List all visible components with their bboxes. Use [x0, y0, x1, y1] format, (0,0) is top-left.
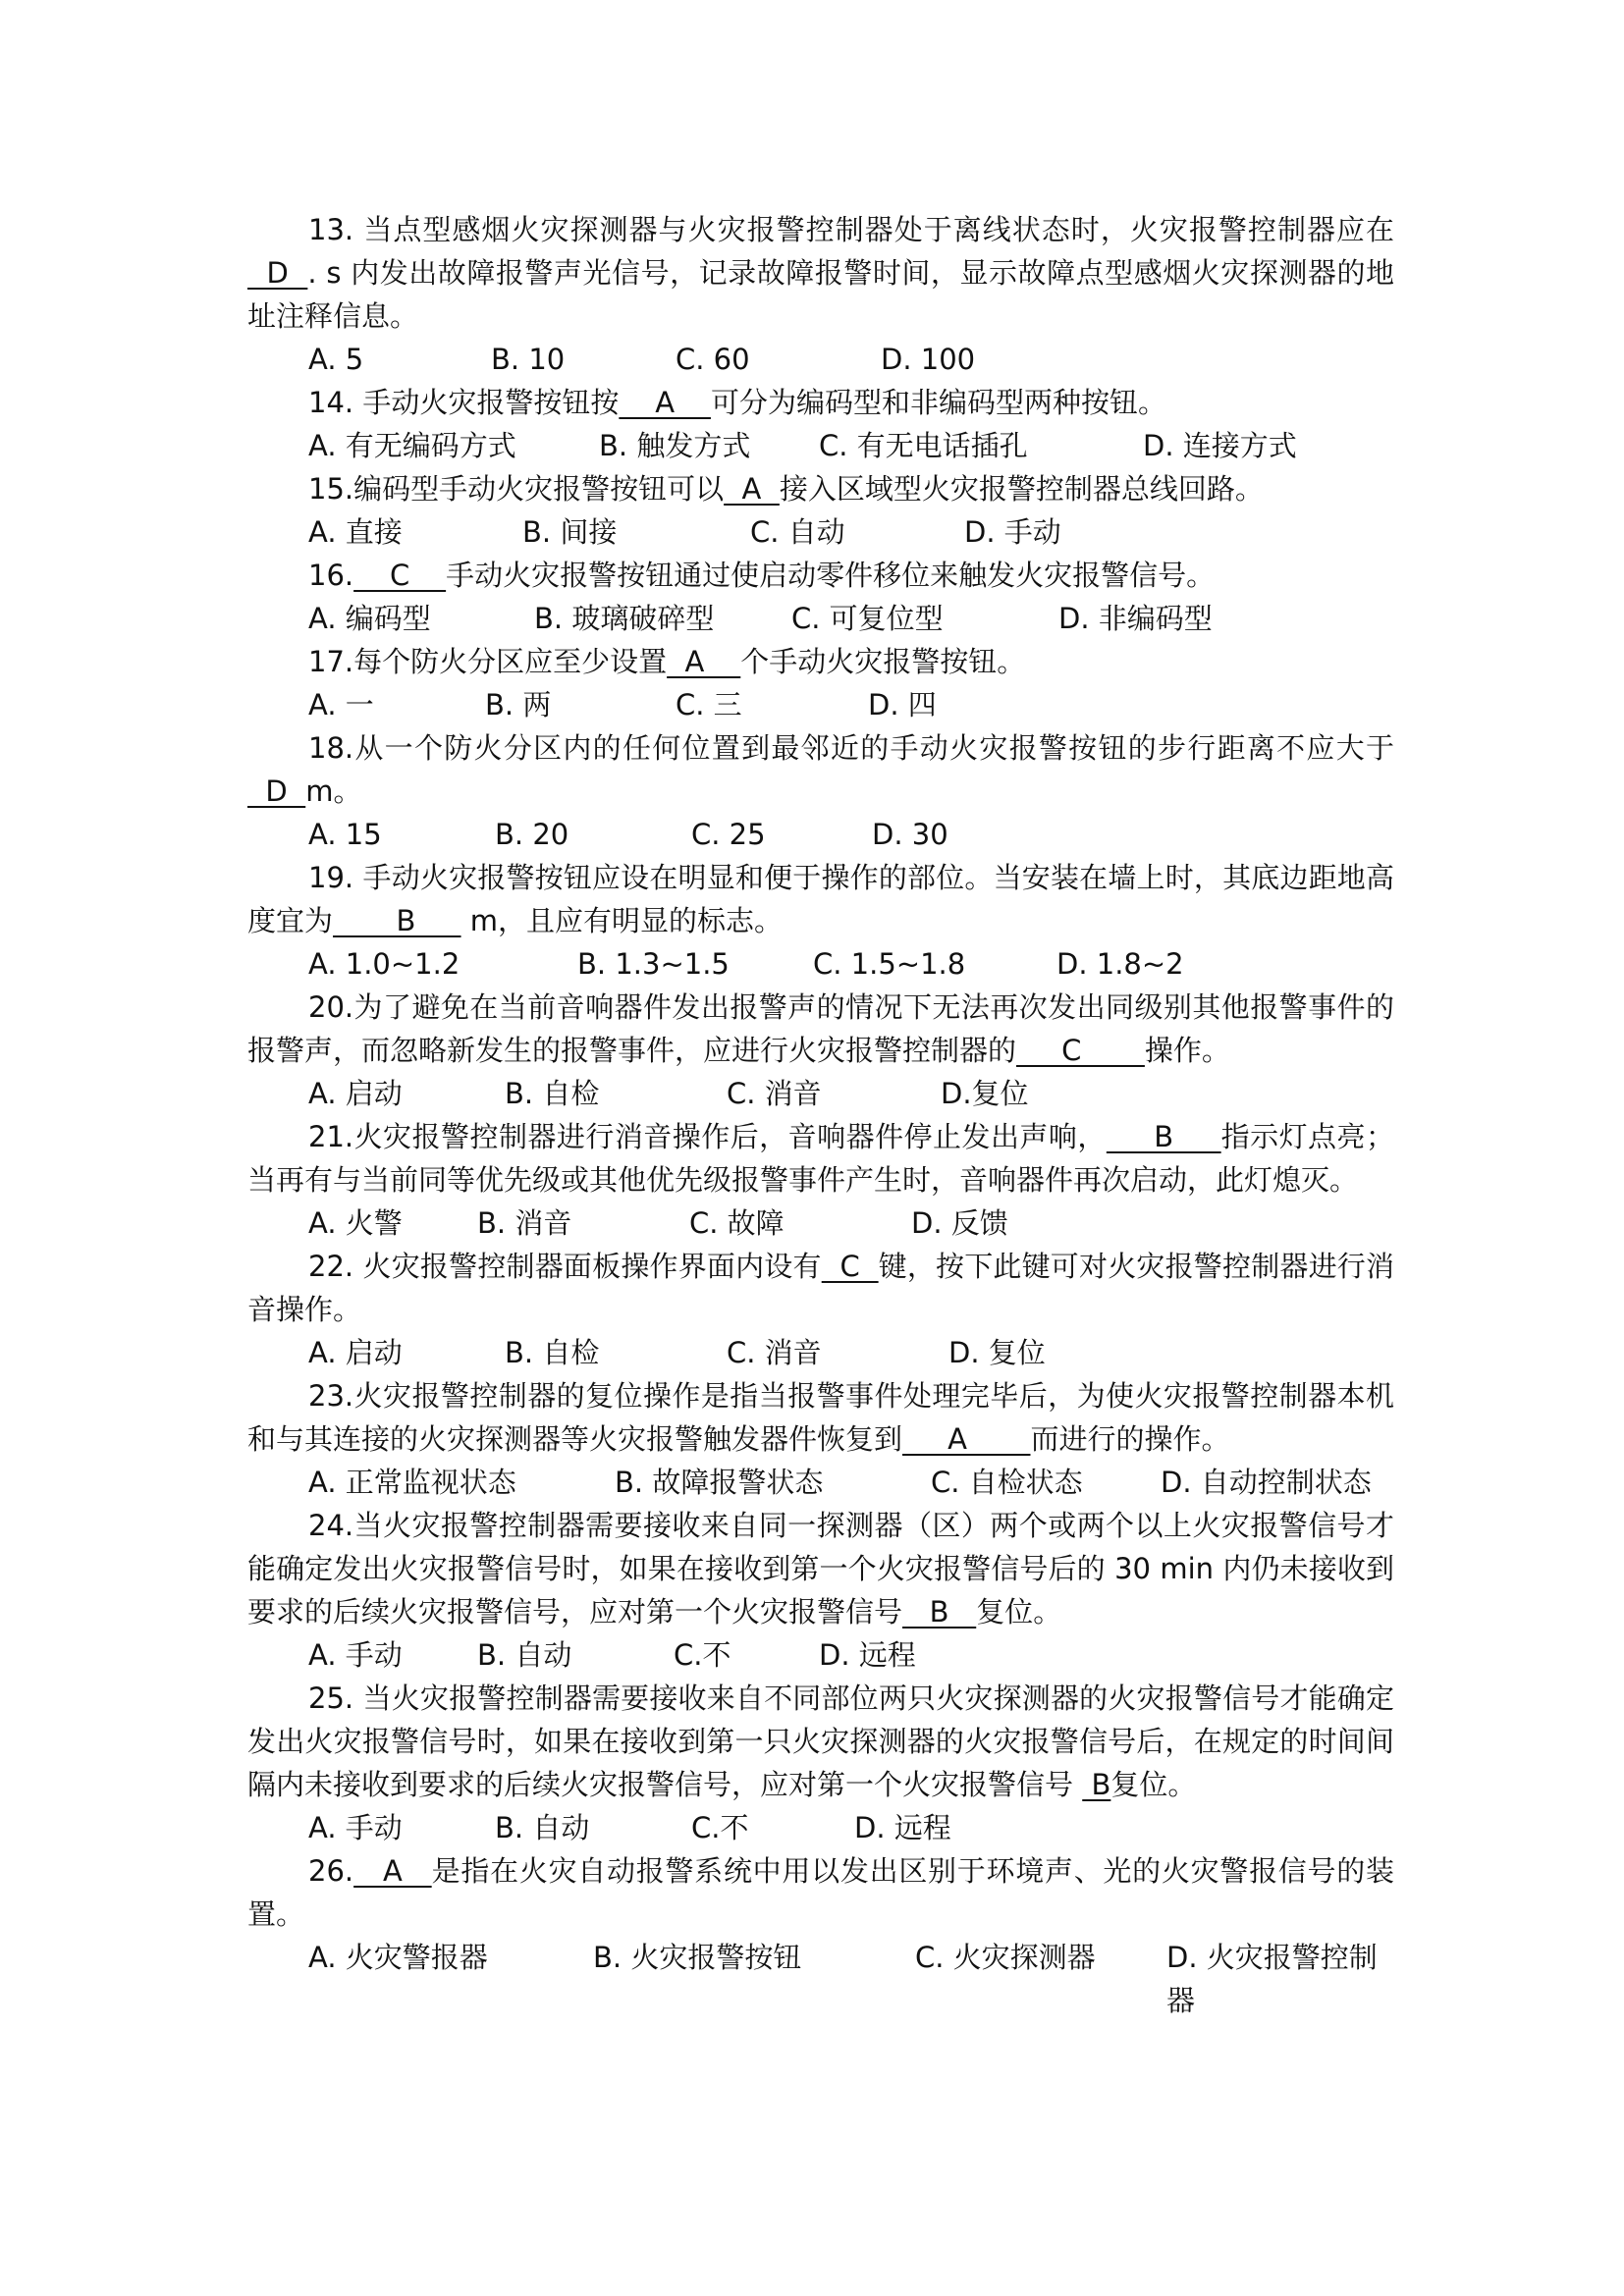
options-26 — [247, 1936, 1394, 2022]
option-c: C. 可复位型 — [791, 602, 944, 635]
question-13: 13. 当点型感烟火灾探测器与火灾报警控制器处于离线状态时，火灾报警控制器应在 D . s 内发出故障报警声光信号，记录故障报警时间，显示故障点型感烟火灾探测器的地址注释信息。 — [247, 213, 1394, 333]
option-d: D. 复位 — [948, 1336, 1046, 1369]
question-23: 23.火灾报警控制器的复位操作是指当报警事件处理完毕后，为使火灾报警控制器本机和与其连接的火灾探测器等火灾报警触发器件恢复到 A 而进行的操作。 — [247, 1379, 1394, 1456]
question-19: 19. 手动火灾报警按钮应设在明显和便于操作的部位。当安装在墙上时，其底边距地高度宜为 B m，且应有明显的标志。 — [247, 861, 1394, 937]
option-a: A. 正常监视状态 — [308, 1466, 516, 1499]
answer-blank: B — [1106, 1120, 1221, 1153]
options-20 — [247, 1072, 1394, 1115]
option-d: D.复位 — [941, 1077, 1029, 1110]
option-b: B. 1.3~1.5 — [577, 947, 730, 981]
option-c: C. 三 — [676, 688, 742, 721]
options-15 — [247, 510, 1394, 554]
answer-blank: C — [353, 559, 447, 592]
option-a: A. 启动 — [308, 1077, 403, 1110]
options-18 — [247, 813, 1394, 856]
option-d: D. 1.8~2 — [1056, 947, 1184, 981]
option-c: C. 60 — [676, 343, 750, 376]
option-b: B. 触发方式 — [599, 429, 751, 462]
question-25: 25. 当火灾报警控制器需要接收来自不同部位两只火灾探测器的火灾报警信号才能确定发出火灾报警信号时，如果在接收到第一只火灾探测器的火灾报警信号后，在规定的时间间隔内未接收到要求的后续火灾报警信号，应对第一个火灾报警信号 B复位。 — [247, 1682, 1394, 1801]
option-b: B. 自检 — [505, 1336, 600, 1369]
option-c: C. 自动 — [750, 515, 845, 549]
option-a: A. 15 — [308, 818, 382, 851]
options-25 — [247, 1806, 1394, 1849]
option-d: D. 30 — [872, 818, 948, 851]
option-a: A. 火警 — [308, 1206, 403, 1240]
option-c: C. 25 — [691, 818, 766, 851]
option-a: A. 火灾警报器 — [308, 1941, 488, 1974]
option-c: C. 消音 — [727, 1336, 822, 1369]
options-24 — [247, 1633, 1394, 1677]
options-13 — [247, 338, 1394, 381]
option-d: D. 反馈 — [911, 1206, 1008, 1240]
option-b: B. 10 — [491, 343, 566, 376]
question-24: 24.当火灾报警控制器需要接收来自同一探测器（区）两个或两个以上火灾报警信号才能确定发出火灾报警信号时，如果在接收到第一个火灾报警信号后的 30 min 内仍未接收到要求的后续火灾报警信号，应对第一个火灾报警信号 B 复位。 — [247, 1509, 1394, 1629]
options-22 — [247, 1331, 1394, 1374]
option-c: C. 火灾探测器 — [915, 1941, 1096, 1974]
question-15: 15.编码型手动火灾报警按钮可以 A 接入区域型火灾报警控制器总线回路。 — [308, 472, 1264, 506]
options-21 — [247, 1201, 1394, 1245]
answer-blank: B — [1082, 1768, 1111, 1801]
option-c: C. 故障 — [689, 1206, 785, 1240]
options-19 — [247, 942, 1394, 986]
answer-blank: A — [619, 386, 711, 419]
option-a: A. 手动 — [308, 1638, 403, 1672]
option-c: C. 消音 — [727, 1077, 822, 1110]
option-a: A. 编码型 — [308, 602, 431, 635]
option-d: D. 远程 — [819, 1638, 916, 1672]
option-a: A. 5 — [308, 343, 364, 376]
question-17: 17.每个防火分区应至少设置 A 个手动火灾报警按钮。 — [308, 645, 1026, 678]
answer-blank: C — [1016, 1034, 1145, 1067]
option-c: C. 自检状态 — [931, 1466, 1083, 1499]
option-b: B. 火灾报警按钮 — [593, 1941, 802, 1974]
option-d: D. 非编码型 — [1058, 602, 1213, 635]
option-b: B. 玻璃破碎型 — [534, 602, 715, 635]
option-a: A. 1.0~1.2 — [308, 947, 460, 981]
option-b: B. 自动 — [495, 1811, 590, 1844]
option-b: B. 自检 — [505, 1077, 600, 1110]
options-23 — [247, 1461, 1394, 1504]
question-14: 14. 手动火灾报警按钮按 A 可分为编码型和非编码型两种按钮。 — [308, 386, 1166, 419]
options-16 — [247, 597, 1394, 640]
option-c: C. 1.5~1.8 — [813, 947, 966, 981]
answer-blank: A — [353, 1854, 432, 1888]
option-d: D. 四 — [868, 688, 937, 721]
options-14 — [247, 424, 1394, 467]
answer-blank: D — [247, 774, 306, 808]
option-b: B. 间接 — [522, 515, 618, 549]
option-d: D. 100 — [881, 343, 976, 376]
option-a: A. 手动 — [308, 1811, 403, 1844]
option-b: B. 消音 — [477, 1206, 572, 1240]
question-22: 22. 火灾报警控制器面板操作界面内设有 C 键，按下此键可对火灾报警控制器进行消音操作。 — [247, 1250, 1394, 1326]
options-17 — [247, 683, 1394, 726]
answer-blank: D — [247, 256, 308, 290]
option-a: A. 启动 — [308, 1336, 403, 1369]
question-16: 16. C 手动火灾报警按钮通过使启动零件移位来触发火灾报警信号。 — [308, 559, 1216, 592]
answer-blank: A — [724, 472, 780, 506]
option-c: C. 有无电话插孔 — [819, 429, 1028, 462]
option-c: C.不 — [691, 1811, 749, 1844]
option-b: B. 自动 — [477, 1638, 572, 1672]
option-d: D. 远程 — [854, 1811, 951, 1844]
answer-blank: B — [902, 1595, 977, 1629]
question-20: 20.为了避免在当前音响器件发出报警声的情况下无法再次发出同级别其他报警事件的报警声，而忽略新发生的报警事件，应进行火灾报警控制器的 C 操作。 — [247, 990, 1394, 1067]
question-18: 18.从一个防火分区内的任何位置到最邻近的手动火灾报警按钮的步行距离不应大于 D m。 — [247, 731, 1394, 808]
option-d: D. 手动 — [964, 515, 1061, 549]
question-26: 26. A 是指在火灾自动报警系统中用以发出区别于环境声、光的火灾警报信号的装置。 — [247, 1854, 1394, 1931]
answer-blank: A — [667, 645, 741, 678]
option-a: A. 直接 — [308, 515, 403, 549]
option-d: D. 连接方式 — [1143, 429, 1297, 462]
option-b: B. 20 — [495, 818, 569, 851]
option-c: C.不 — [674, 1638, 731, 1672]
option-b: B. 两 — [485, 688, 552, 721]
answer-blank: A — [902, 1422, 1031, 1456]
answer-blank: B — [333, 904, 461, 937]
question-21: 21.火灾报警控制器进行消音操作后，音响器件停止发出声响， B 指示灯点亮；当再有与当前同等优先级或其他优先级报警事件产生时，音响器件再次启动，此灯熄灭。 — [247, 1120, 1394, 1197]
option-a: A. 一 — [308, 688, 374, 721]
question-list — [247, 208, 1394, 2022]
option-a: A. 有无编码方式 — [308, 429, 516, 462]
option-d: D. 自动控制状态 — [1161, 1466, 1372, 1499]
option-d: D. 火灾报警控制器 — [1166, 1941, 1378, 2017]
option-b: B. 故障报警状态 — [615, 1466, 824, 1499]
answer-blank: C — [821, 1250, 879, 1283]
